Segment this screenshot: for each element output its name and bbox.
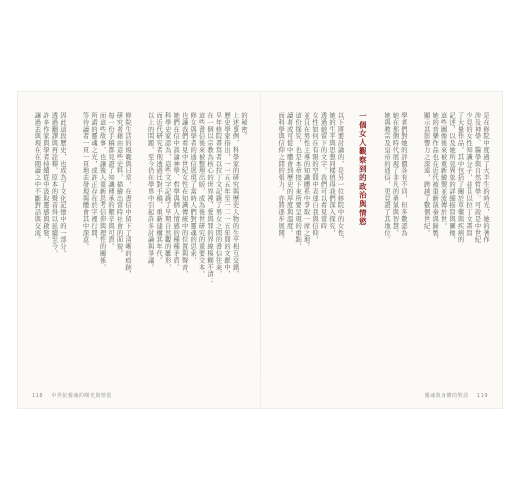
left-page-folio [32,392,112,399]
text-column: 顯示其影響力之深遠，跨越了數個世紀。 [422,112,430,237]
text-column: 她與教宗及皇帝的通信，更見證了其地位。 [382,112,390,244]
text-column: 每一份手稿都見證了知識傳承的艱辛與可貴。 [107,112,115,250]
left-running-title: 中世紀靈魂的曙光與情慾 [51,393,112,399]
text-column: 等待讀者一頁一頁地去發現與體會其中深意。 [81,112,89,250]
text-column: 修女與學者的通信展現了當時人們對靈魂的思索， [189,112,197,264]
text-column: 是在修院中度過了大半生的時光，她的著作 [482,112,489,244]
text-column [132,112,144,384]
text-column: 她在那個時代展現了非凡的勇氣與智慧。 [391,112,399,237]
text-column: 學者們對她的評價各有不同，但多數認為 [399,112,407,237]
text-column: 而近代研究者則透過比對手稿，重新建構其年代。 [155,112,163,264]
right-running-title: 靈魂與身體的對話 [424,393,469,399]
text-column: 這些書信後來被整理出版，成為後世研究的重要文本。 [197,112,205,278]
text-column: 這些圖像後來被重新繪製並流傳於世。 [439,112,447,230]
text-column: 以上的問題，至今仍在學界中引起許多討論與爭議。 [146,112,154,271]
text-column: 讓過去與現在在閱讀之中不斷對話與交流。 [33,112,41,244]
text-column [368,112,380,384]
text-column: 女性如何在有限的空間中表達自我與信仰， [311,112,319,244]
text-column: 透過翻譯與再詮釋，原本的聲音得以延續至今， [50,112,58,257]
text-column: 上述事例，科學家的研究與歷史人物的生平相互交錯， [231,112,239,278]
text-column: 早年修院書寫者以拉丁文記錄了男女之間的書信往來， [214,112,222,278]
text-column: 讀者或可從中體會到歷史的厚度與溫度。 [285,112,293,237]
left-page [18,92,260,408]
text-column: 透過她留下的文字，我們可以看見當時 [319,112,327,230]
section-heading: 一個女人觀察到的政治與情慾 [358,112,368,227]
text-column: 歷史學家指出，一一五五年至一二一五年間的文獻中， [223,112,231,278]
text-column: 以下將要討論的，是另一位修院中的女性， [336,112,344,244]
text-column: 許多作家與學者持續從中汲取靈感與啟發， [41,112,49,244]
book-spread [18,92,502,408]
text-column: 所謂的靈魂之光，或許正存在於字裡行間， [90,112,98,244]
text-column: 這份探究，也是本章接下來所要呈現的重點， [294,112,302,250]
text-column: 並且在男性主導的知識體系中爭取一席之地。 [302,112,310,250]
text-column: 她的生平與思想同樣值得我們深入探究， [328,112,336,237]
text-column: 也讓我們看見中世紀女性在知識傳統中的位置與聲音， [180,112,188,278]
text-column: 科學史家認為，這些文字記錄了早期自然觀的雛形， [163,112,171,271]
right-page-text [273,112,488,384]
left-page-text [32,112,246,384]
text-column: 涉及神學、醫學與自然哲學，可說是中世紀 [473,112,481,244]
text-column: 研究者藉由這些史料，描繪出當時社會的面貌。 [115,112,123,257]
right-page [261,92,502,408]
text-column [345,112,357,384]
text-column: 了大量作品，其中包括了關於草藥與疾病的 [456,112,464,244]
text-column: 修院生活的規範與日常，在書信中留下了清晰的痕跡， [124,112,131,278]
text-column: 少見的女性知識分子，並且以拉丁文書寫 [465,112,473,237]
text-column: 記述，以及她所見異象的詳細描寫與圖像， [448,112,456,244]
right-page-folio [425,392,488,399]
text-column: 的秘密。 [240,112,247,140]
text-column: 而這些故事，也讓後人重新思考信仰與理性的關係， [98,112,106,271]
text-column: 而科學與信仰之間的張力，亦將逐步展開。 [277,112,285,244]
text-column: 在一個以宗教為核心的世界裡，愛與罪的界線模糊不清； [206,112,214,285]
text-column: 她們在信中談論神學、哲學與個人情感的種種矛盾。 [172,112,180,271]
text-column [67,112,79,384]
text-column: 她的音樂作品也在近代被重新演奏與錄製， [431,112,439,244]
text-column: 因此這段歷史，也成為了文化記憶中的一部分。 [58,112,66,257]
right-page-number: 119 [476,393,488,399]
text-column [408,112,420,384]
left-page-number: 118 [32,393,44,399]
